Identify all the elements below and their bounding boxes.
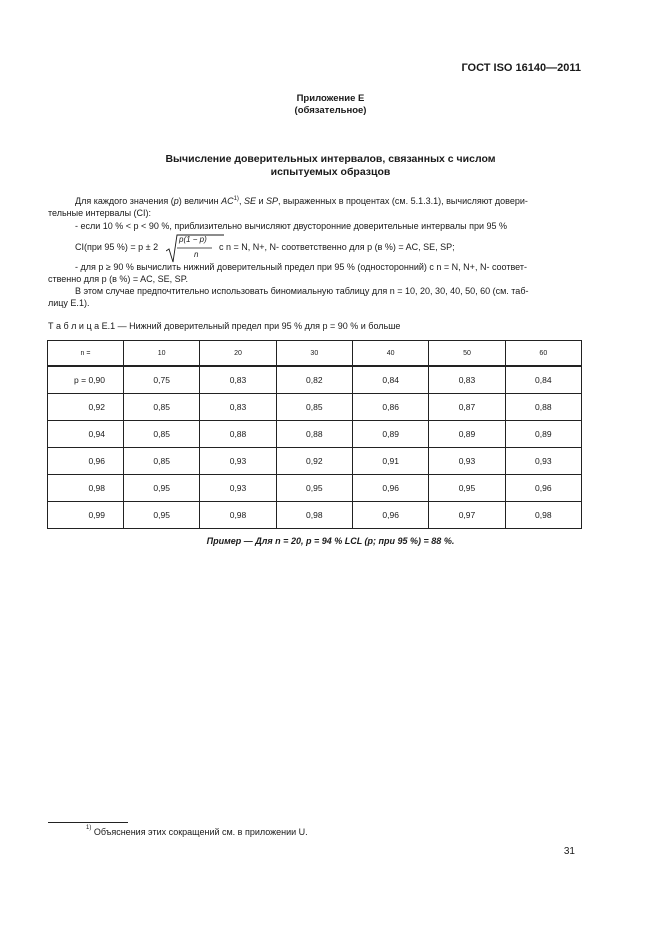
table-cell: 0,95 [124,475,200,502]
table-row [48,394,582,421]
header-cell: 50 [429,341,505,367]
paragraph-1-line-1: Для каждого значения (p) величин AC$^{1)}$, SE и SP, выраженных в процентах (см. 5.1.3.1), вычисляют довери- [75,196,528,206]
table-cell: 0,96 [505,475,581,502]
table-cell: 0,83 [429,366,505,394]
table-cell: 0,86 [352,394,428,421]
table-cell: 0,85 [124,448,200,475]
example-line: Пример — Для n = 20, p = 94 % LCL (p; при 95 %) = 88 %. [206,536,455,546]
table-cell: 0,84 [505,366,581,394]
section-title-line-1: Вычисление доверительных интервалов, связанных с числом [165,153,496,165]
appendix-title: Приложение Е [296,93,365,104]
table-cell: 0,98 [200,502,276,529]
paragraph-4-line-2: ственно для p (в %) = AC, SE, SP. [48,274,189,284]
table-cell: 0,88 [505,394,581,421]
appendix-subtitle: (обязательное) [294,105,367,116]
table-row [48,475,582,502]
header-cell: 10 [124,341,200,367]
lcl-table [47,340,582,529]
header-cell: 30 [276,341,352,367]
table-cell: 0,93 [200,448,276,475]
section-title-line-2: испытуемых образцов [270,166,391,178]
paragraph-5-line-1: В этом случае предпочтительно использовать биномиальную таблицу для n = 10, 20, 30, 40, 50, 60 (см. таб- [75,286,529,296]
footnote-divider [48,822,128,823]
row-label: 0,96 [48,448,124,475]
row-label: 0,92 [48,394,124,421]
row-label: 0,94 [48,421,124,448]
table-cell: 0,85 [124,421,200,448]
table-cell: 0,87 [429,394,505,421]
table-cell: 0,85 [124,394,200,421]
footnote-ref: 1) [233,196,239,202]
table-row [48,448,582,475]
table-cell: 0,95 [429,475,505,502]
table-cell: 0,89 [352,421,428,448]
table-header-row [48,341,582,367]
table-cell: 0,92 [276,448,352,475]
table-row [48,502,582,529]
table-cell: 0,84 [352,366,428,394]
row-label: 0,99 [48,502,124,529]
page-number: 31 [563,846,575,857]
table-cell: 0,85 [276,394,352,421]
table-cell: 0,91 [352,448,428,475]
table-cell: 0,98 [505,502,581,529]
table-cell: 0,93 [429,448,505,475]
row-label: 0,98 [48,475,124,502]
table-cell: 0,83 [200,394,276,421]
header-cell: 60 [505,341,581,367]
footnote-mark: 1) [86,825,92,831]
header-cell: 40 [352,341,428,367]
table-cell: 0,89 [429,421,505,448]
standard-header: ГОСТ ISO 16140—2011 [461,62,581,74]
paragraph-1-line-2: тельные интервалы (CI): [48,208,152,218]
table-cell: 0,88 [276,421,352,448]
table-cell: 0,96 [352,502,428,529]
table-caption: Т а б л и ц а E.1 — Нижний доверительный предел при 95 % для p = 90 % и больше [48,321,401,331]
table-cell: 0,95 [276,475,352,502]
table-cell: 0,93 [200,475,276,502]
table-cell: 0,89 [505,421,581,448]
row-label: p = 0,90 [48,366,124,394]
footnote [86,827,308,837]
paragraph-5-line-2: лицу E.1). [48,298,90,308]
table-cell: 0,96 [352,475,428,502]
table-cell: 0,82 [276,366,352,394]
table-cell: 0,98 [276,502,352,529]
header-cell: n = [48,341,124,367]
formula-rhs: с n = N, N+, N- соответственно для p (в %) = AC, SE, SP; [219,242,455,252]
table-cell: 0,93 [505,448,581,475]
formula-denominator: n [194,250,199,259]
table-row [48,366,582,394]
footnote-text: Объяснения этих сокращений см. в приложении U. [93,827,308,837]
table-row [48,421,582,448]
formula-numerator: p(1 − p) [179,235,207,244]
table-cell: 0,75 [124,366,200,394]
paragraph-4-line-1: - для p ≥ 90 % вычислить нижний доверительный предел при 95 % (односторонний) с n = N, N+, N- соответ- [75,262,527,272]
header-cell: 20 [200,341,276,367]
formula-lhs: CI(при 95 %) = p ± 2 [75,242,159,252]
paragraph-2: - если 10 % < p < 90 %, приблизительно вычисляют двусторонние доверительные интервалы при 95 % [75,221,508,231]
table-cell: 0,95 [124,502,200,529]
table-cell: 0,97 [429,502,505,529]
table-cell: 0,83 [200,366,276,394]
table-cell: 0,88 [200,421,276,448]
